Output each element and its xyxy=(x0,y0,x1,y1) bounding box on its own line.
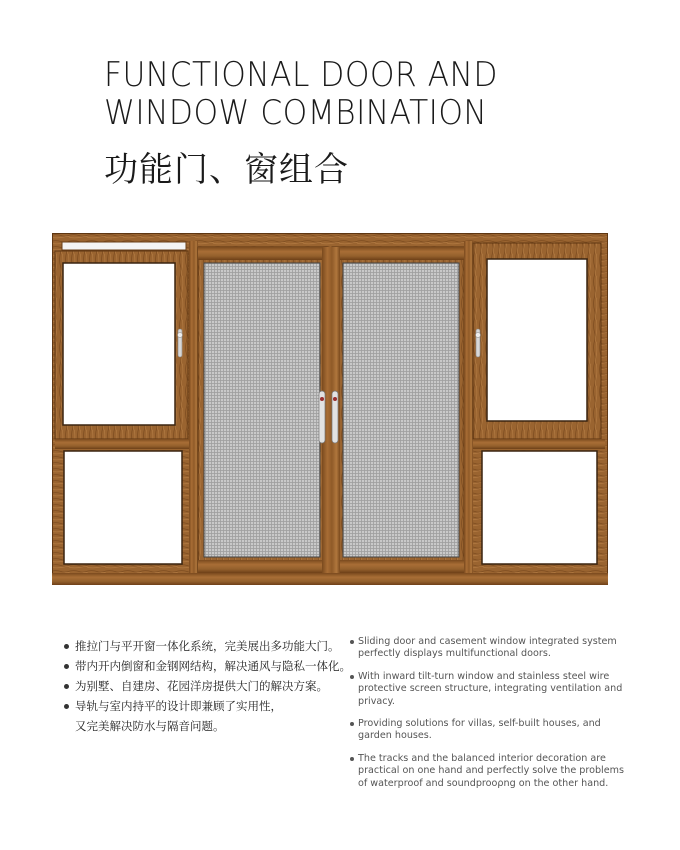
features-chinese-list xyxy=(64,636,354,736)
right-casement-sash xyxy=(473,243,601,439)
list-item xyxy=(349,753,629,790)
right-bottom-fixed-pane xyxy=(482,451,597,564)
feature-text: 又完美解决防水与隔音问题。 xyxy=(75,719,225,733)
right-mullion xyxy=(464,241,473,577)
list-item xyxy=(64,676,354,696)
list-item xyxy=(64,636,354,656)
features-english-list xyxy=(349,636,629,800)
left-transom xyxy=(55,439,191,449)
list-item xyxy=(349,671,629,708)
feature-text: Sliding door and casement window integrated system perfectly displays multifunctional doors. xyxy=(358,636,617,660)
bullet-icon xyxy=(350,675,354,679)
list-item xyxy=(64,656,354,676)
feature-text: 带内开内倒窗和金钢网结构，解决通风与隐私一体化。 xyxy=(75,659,351,673)
list-item xyxy=(64,696,354,716)
sliding-door-left-panel xyxy=(198,247,328,573)
feature-text: The tracks and the balanced interior decoration are practical on one hand and perfectly solve the problems of waterproof and soundprooρng on the other hand. xyxy=(358,752,624,789)
title-line-1: FUNCTIONAL DOOR AND xyxy=(104,55,498,95)
bottom-sill xyxy=(52,573,608,585)
title-line-2: WINDOW COMBINATION xyxy=(104,93,488,133)
page-title-chinese: 功能门、窗组合 xyxy=(104,150,349,190)
door-window-product-image xyxy=(52,233,608,585)
sliding-door-right-panel xyxy=(332,247,464,573)
left-top-vent-slot xyxy=(62,242,186,250)
left-window-handle xyxy=(178,329,183,357)
bullet-icon xyxy=(64,664,69,669)
right-transom xyxy=(473,439,605,449)
page-title-english xyxy=(104,56,564,132)
bullet-icon xyxy=(64,644,69,649)
bullet-icon xyxy=(350,640,354,644)
feature-text: 为别墅、自建房、花园洋房提供大门的解决方案。 xyxy=(75,679,328,693)
feature-text: With inward tilt-turn window and stainless steel wire protective screen structure, integrating ventilation and privacy. xyxy=(358,670,623,707)
left-bottom-fixed-pane xyxy=(64,451,182,564)
feature-text: 推拉门与平开窗一体化系统，完美展出多功能大门。 xyxy=(75,639,340,653)
list-item xyxy=(349,636,629,661)
bullet-icon xyxy=(64,684,69,689)
bullet-icon xyxy=(350,722,354,726)
right-window-handle xyxy=(476,329,481,357)
bullet-icon xyxy=(64,704,69,709)
feature-text: Providing solutions for villas, self-built houses, and garden houses. xyxy=(358,718,601,742)
left-mullion xyxy=(189,241,198,577)
list-item xyxy=(349,718,629,743)
bullet-icon xyxy=(350,757,354,761)
list-item-continuation xyxy=(64,716,354,736)
left-tilt-sash xyxy=(55,251,188,439)
feature-text: 导轨与室内持平的设计即兼顾了实用性， xyxy=(75,699,282,713)
